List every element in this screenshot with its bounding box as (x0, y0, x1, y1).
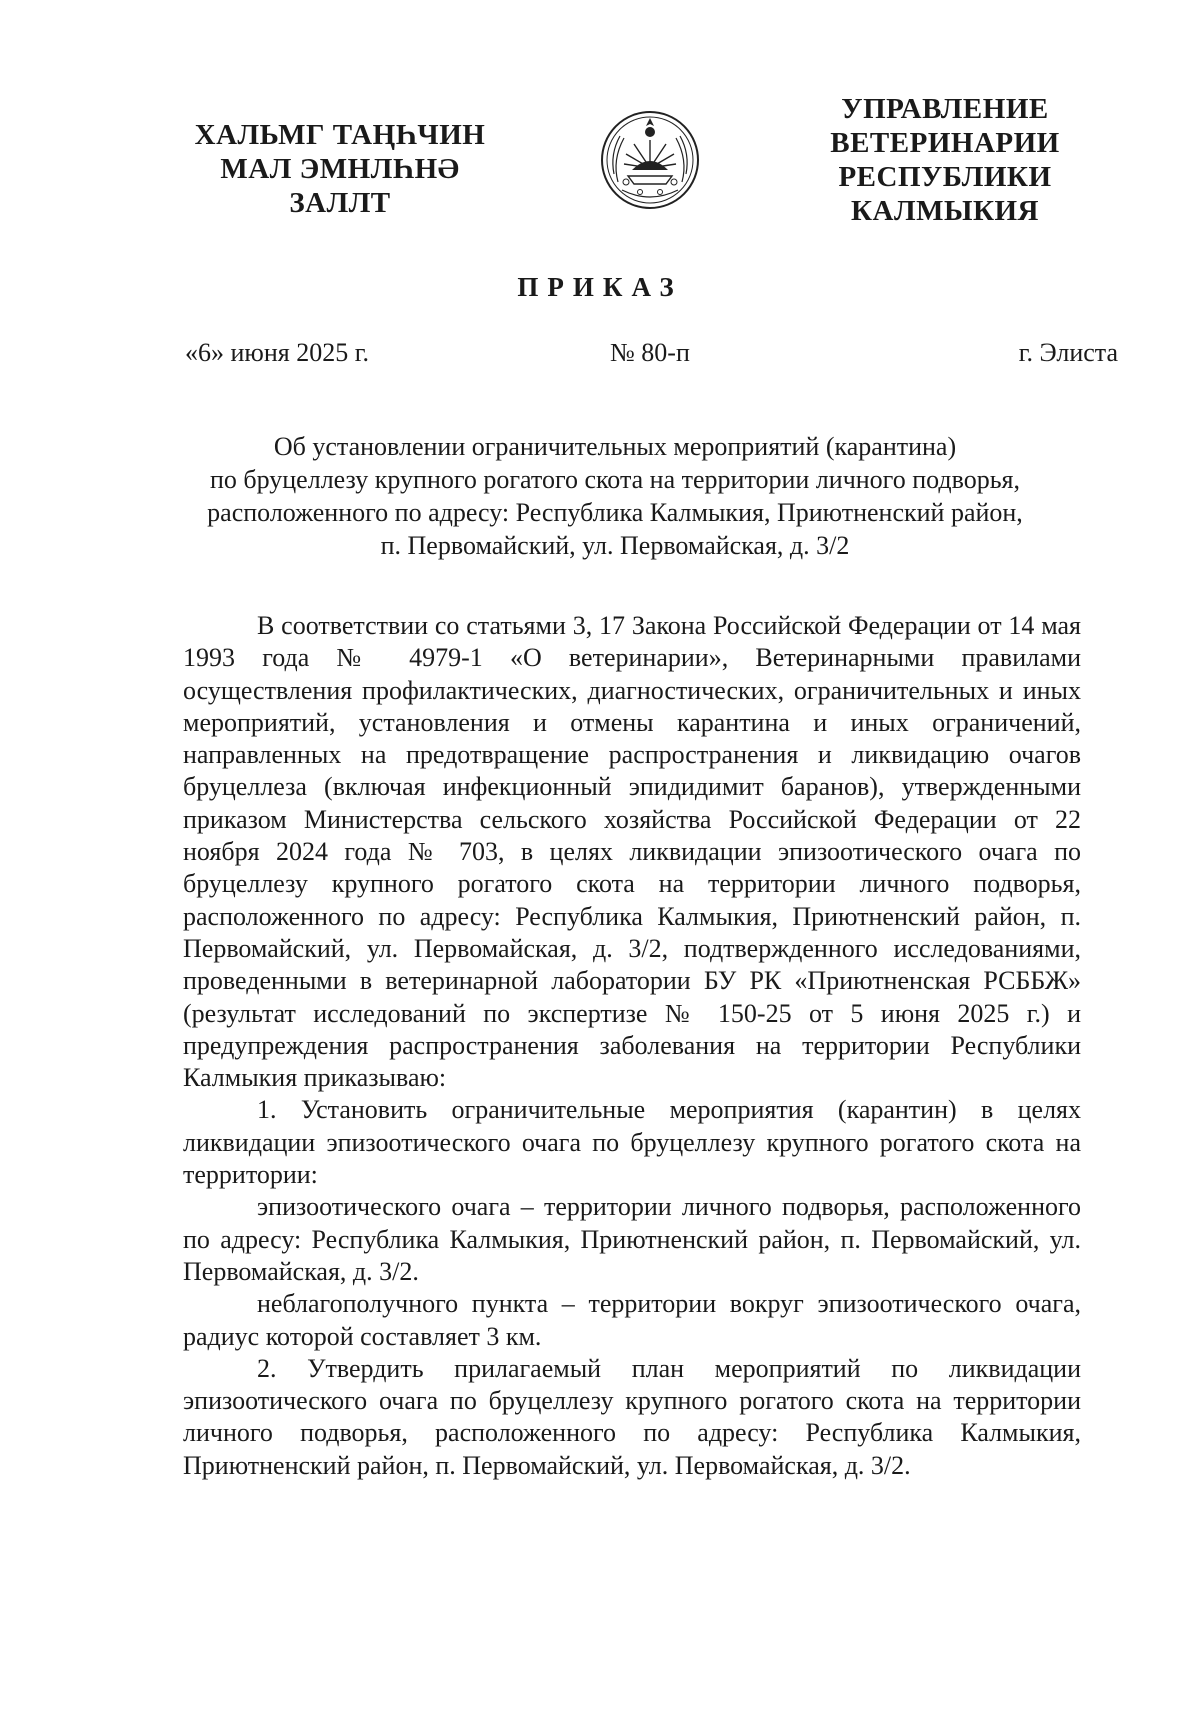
kalmykia-coat-of-arms-icon (596, 104, 704, 212)
document-number: № 80-п (610, 338, 690, 367)
document-date: «6» июня 2025 г. (185, 338, 369, 367)
document-type-title: ПРИКАЗ (517, 272, 683, 302)
subject-line-1: Об установлении ограничительных мероприятий (карантина) (273, 432, 957, 461)
issuer-russian-line-2: ВЕТЕРИНАРИИ (830, 127, 1060, 159)
issuer-russian-line-4: КАЛМЫКИЯ (851, 195, 1039, 227)
preamble-paragraph: В соответствии со статьями 3, 17 Закона Российской Федерации от 14 мая 1993 года № 4979-1 «О ветеринарии», Ветеринарными правилами осуществления профилактических, диагностических, ограничительных и иных мероприятий, установления и отмены карантина и иных ограничений, направленных на предотвращение распространения и ликвидацию очагов бруцеллеза (включая инфекционный эпидидимит баранов), утвержденными приказом Министерства сельского хозяйства Российской Федерации от 22 ноября 2024 года № 703, в целях ликвидации эпизоотического очага по бруцеллезу крупного рогатого скота на территории личного подворья, расположенного по адресу: Республика Калмыкия, Приютненский район, п. Первомайский, ул. Первомайская, д. 3/2, подтвержденного исследованиями, проведенными в ветеринарной лаборатории БУ РК «Приютненская РСББЖ» (результат исследований по экспертизе № 150-25 от 5 июня 2025 г.) и предупреждения распространения заболевания на территории Республики Калмыкия приказываю: (183, 611, 1081, 1093)
subject-line-2: по бруцеллезу крупного рогатого скота на территории личного подворья, (209, 465, 1021, 494)
order-item-2: 2. Утвердить прилагаемый план мероприятий по ликвидации эпизоотического очага по бруцеллезу крупного рогатого скота на территории личного подворья, расположенного по адресу: Республика Калмыкия, Приютненский район, п. Первомайский, ул. Первомайская, д. 3/2. (183, 1353, 1081, 1480)
issuer-kalmyk-line-3: ЗАЛЛТ (289, 187, 391, 219)
issuer-kalmyk-line-1: ХАЛЬМГ ТАҢҺЧИН (194, 119, 486, 151)
subject-line-4: п. Первомайский, ул. Первомайская, д. 3/2 (380, 531, 850, 560)
order-item-1: 1. Установить ограничительные мероприятия (карантин) в целях ликвидации эпизоотического очага по бруцеллезу крупного рогатого скота на территории: (183, 1095, 1081, 1190)
order-item-1-focus: эпизоотического очага – территории личного подворья, расположенного по адресу: Республика Калмыкия, Приютненский район, п. Первомайский, ул. Первомайская, д. 3/2. (183, 1192, 1081, 1286)
issuer-russian-line-3: РЕСПУБЛИКИ (838, 161, 1052, 193)
order-item-1-zone: неблагополучного пункта – территории вокруг эпизоотического очага, радиус которой составляет 3 км. (183, 1289, 1081, 1351)
document-city: г. Элиста (1018, 338, 1118, 367)
issuer-russian-line-1: УПРАВЛЕНИЕ (841, 93, 1049, 125)
order-body (183, 610, 1081, 1482)
issuer-name-kalmyk (190, 118, 490, 220)
issuer-kalmyk-line-2: МАЛ ЭМНЛҺНӘ (220, 153, 460, 185)
document-meta-row (0, 338, 1200, 374)
document-subject (150, 430, 1080, 562)
issuer-name-russian (815, 92, 1075, 228)
subject-line-3: расположенного по адресу: Республика Калмыкия, Приютненский район, (207, 498, 1023, 527)
